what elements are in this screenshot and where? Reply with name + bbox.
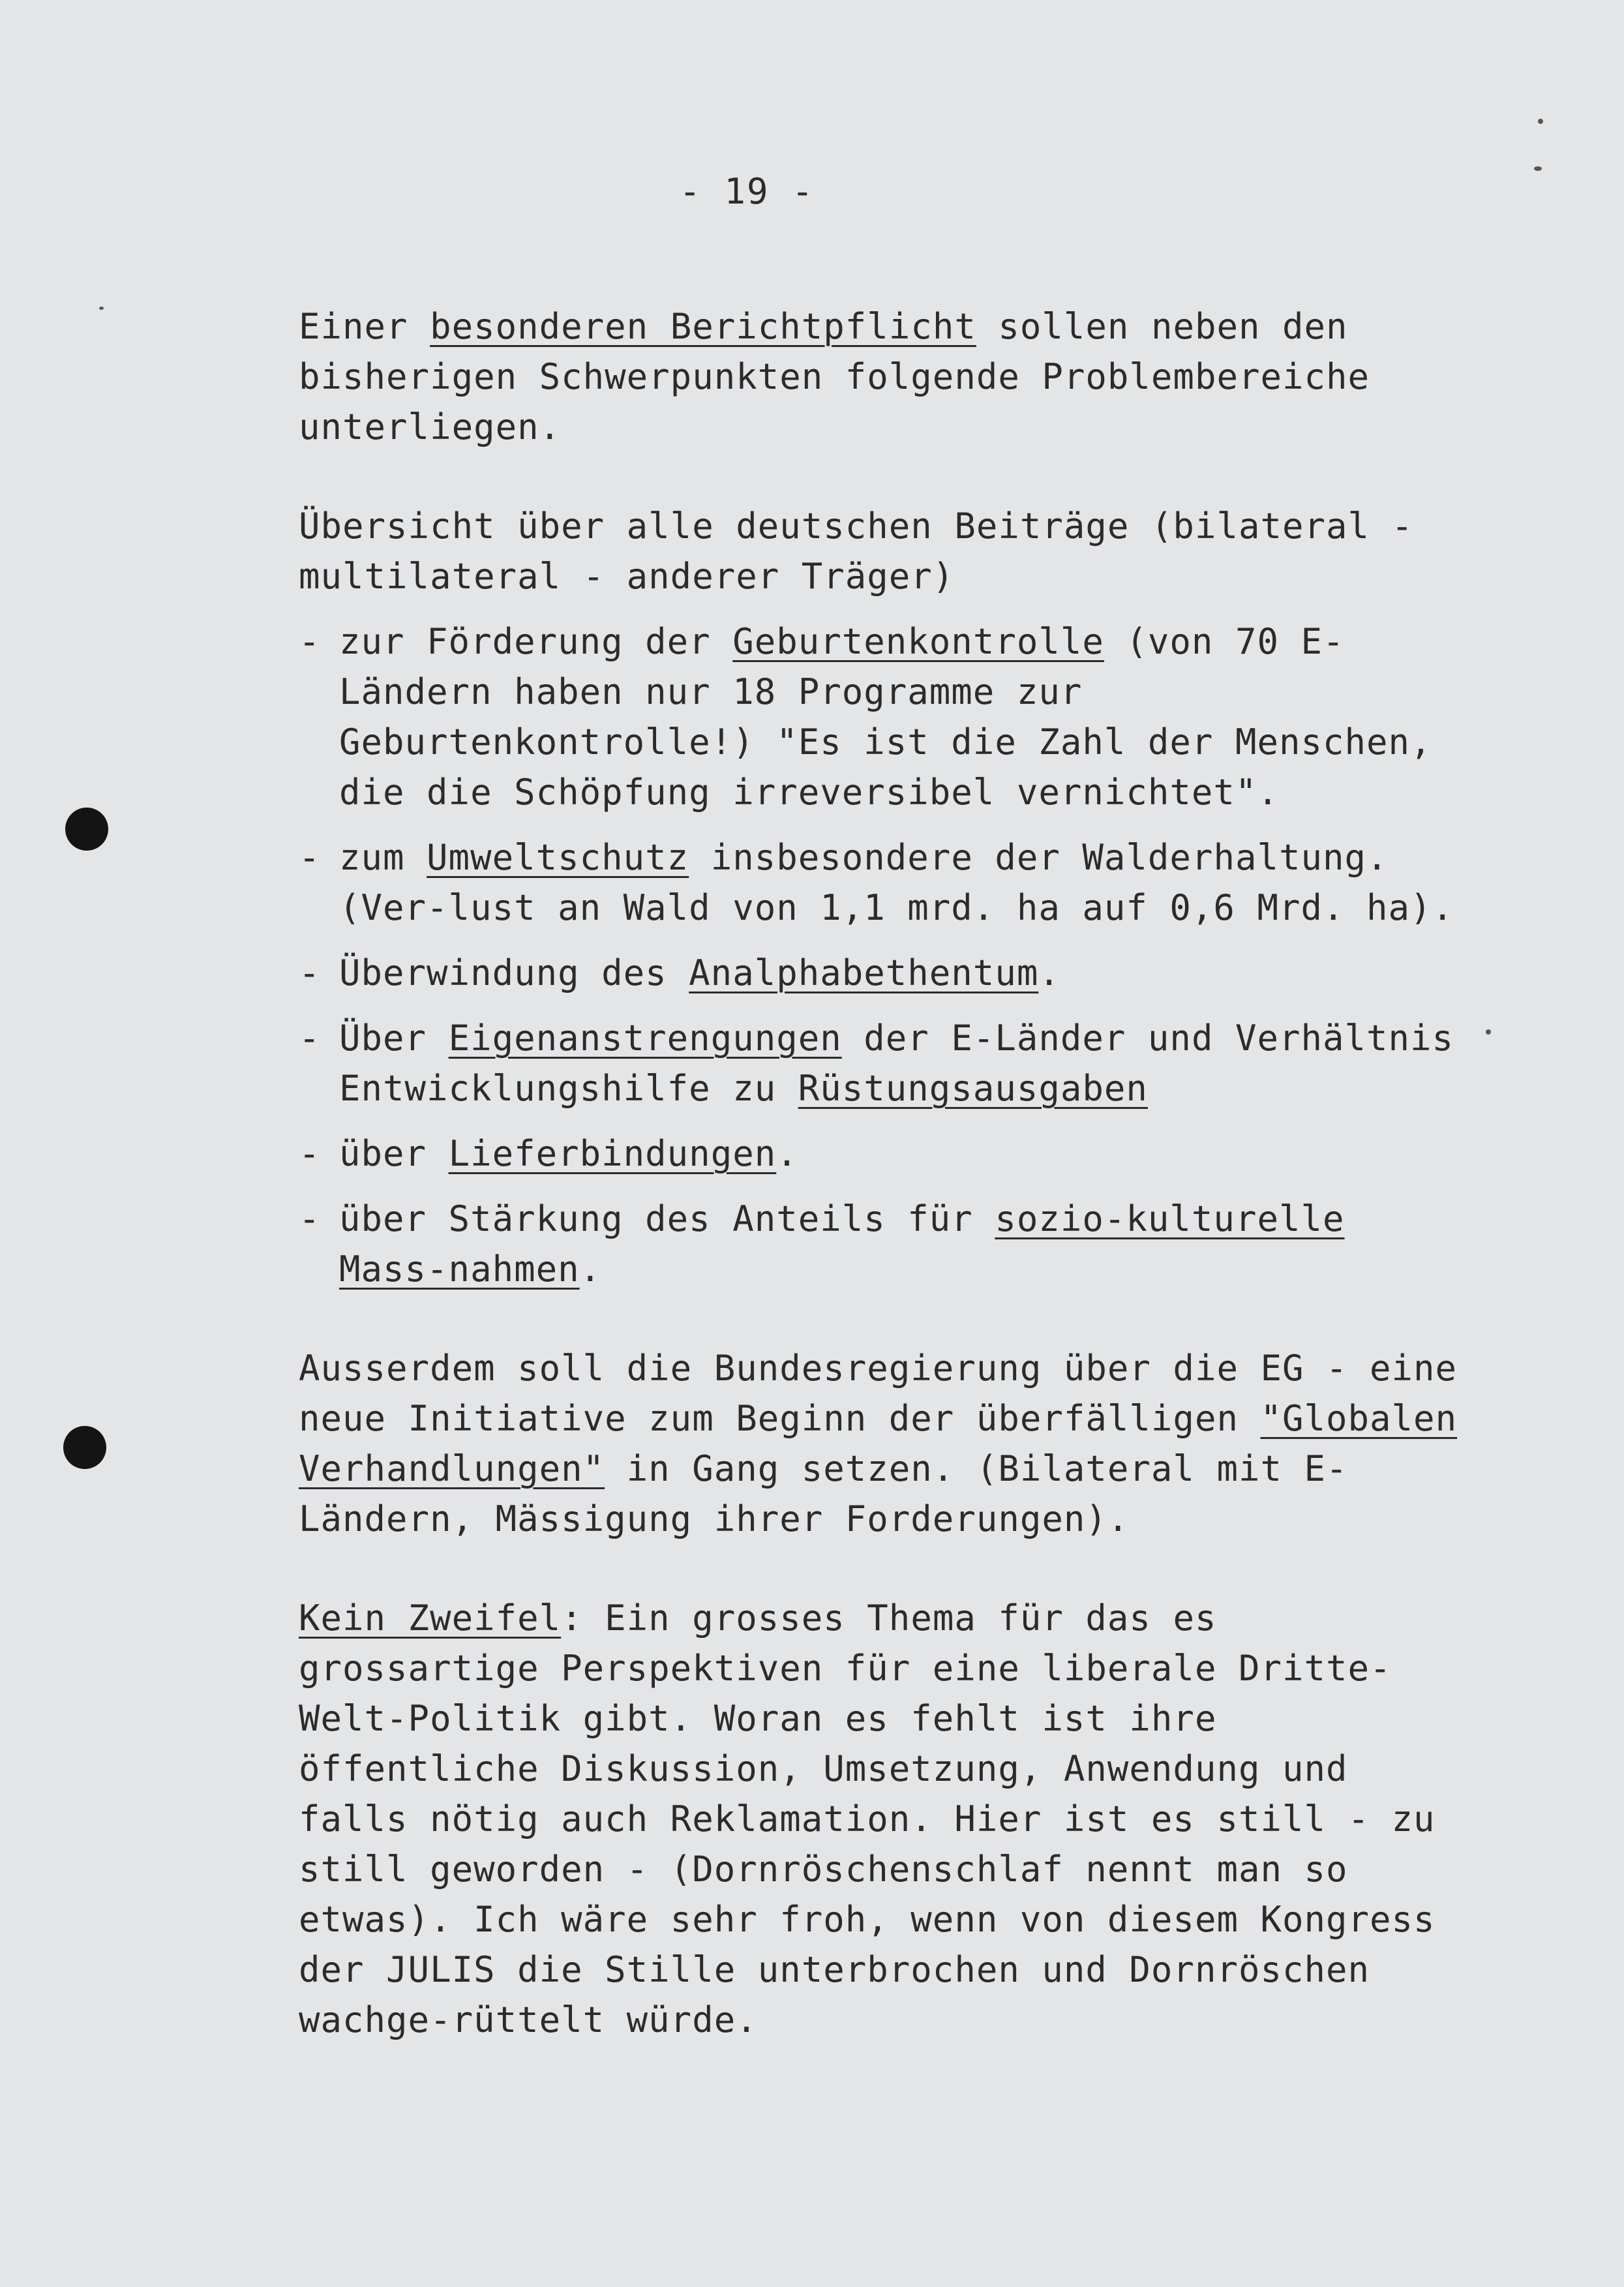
scan-speck [1486,1029,1491,1035]
punch-hole-lower [63,1426,106,1469]
list-dash: - [299,837,321,878]
item-text-end: insbesondere der Walderhaltung.(Ver-lust an Wald von 1,1 mrd. ha auf 0,6 Mrd. ha). [339,837,1454,928]
list-item-birth-control [299,616,1473,817]
scan-speck [1538,119,1543,124]
intro-text-end: sollen neben den bisherigen Schwerpunkten folgende Problembereiche unterliegen. [299,306,1370,447]
initiative-paragraph [299,1343,1473,1544]
item-underlined-term: sozio-kulturelle Mass-nahmen [339,1198,1345,1290]
item-text-end: . [579,1249,602,1290]
item-underlined-term-2: Rüstungsausgaben [798,1068,1148,1109]
item-text: zum [339,837,427,878]
item-underlined-term: Analphabethentum [689,952,1039,993]
conclusion-paragraph [299,1593,1473,2045]
intro-text: Einer [299,306,430,347]
initiative-text-end: in Gang setzen. (Bilateral mit E-Ländern, Mässigung ihrer Forderungen). [299,1448,1348,1539]
item-text: Über [339,1018,449,1059]
intro-underlined-term: besonderen Berichtpflicht [430,306,976,347]
scan-speck [1534,166,1542,171]
list-item-socio-cultural [299,1194,1473,1294]
list-dash: - [299,1133,321,1174]
list-dash: - [299,1198,321,1239]
problem-list [299,616,1473,1294]
item-text-end: . [776,1133,798,1174]
item-underlined-term: Geburtenkontrolle [732,621,1104,662]
item-text: Überwindung des [339,952,689,993]
item-text-end: . [1038,952,1060,993]
page-number: - 19 - [679,171,815,212]
item-text-end: (von 70 E-Ländern haben nur 18 Programme zur Geburtenkontrolle!) "Es ist die Zahl der Menschen, die die Schöpfung irreversibel vernichtet". [339,621,1432,813]
item-underlined-term: Umweltschutz [427,837,689,878]
list-item-tied-aid [299,1128,1473,1179]
item-text: über Stärkung des Anteils für [339,1198,995,1239]
punch-hole-upper [65,808,108,851]
intro-paragraph [299,301,1473,452]
initiative-underlined-term: "Globalen Verhandlungen" [299,1398,1458,1489]
initiative-text: Ausserdem soll die Bundesregierung über die EG - eine neue Initiative zum Beginn der überfälligen [299,1348,1458,1439]
overview-heading: Übersicht über alle deutschen Beiträge (bilateral - multilateral - anderer Träger) [299,506,1414,597]
scan-speck [99,307,104,310]
list-dash: - [299,952,321,993]
item-underlined-term: Eigenanstrengungen [448,1018,842,1059]
list-dash: - [299,1018,321,1059]
list-item-environment [299,832,1473,933]
list-item-illiteracy [299,948,1473,998]
conclusion-text: : Ein grosses Thema für das es grossartige Perspektiven für eine liberale Dritte-Welt-Politik gibt. Woran es fehlt ist ihre öffentliche Diskussion, Umsetzung, Anwendung und falls nötig auch Reklamation. Hier ist es still - zu still geworden - (Dornröschenschlaf nennt man so etwas). Ich wäre sehr froh, wenn von diesem Kongress der JULIS die Stille unterbrochen und Dornröschen wachge-rüttelt würde. [299,1598,1436,2040]
conclusion-underlined-term: Kein Zweifel [299,1598,562,1639]
item-underlined-term: Lieferbindungen [448,1133,777,1174]
item-text: über [339,1133,449,1174]
list-item-own-efforts [299,1013,1473,1113]
document-body [299,301,1473,2045]
item-text-middle: der E-Länder und Verhältnis Entwicklungshilfe zu [339,1018,1454,1109]
list-dash: - [299,621,321,662]
item-text: zur Förderung der [339,621,733,662]
